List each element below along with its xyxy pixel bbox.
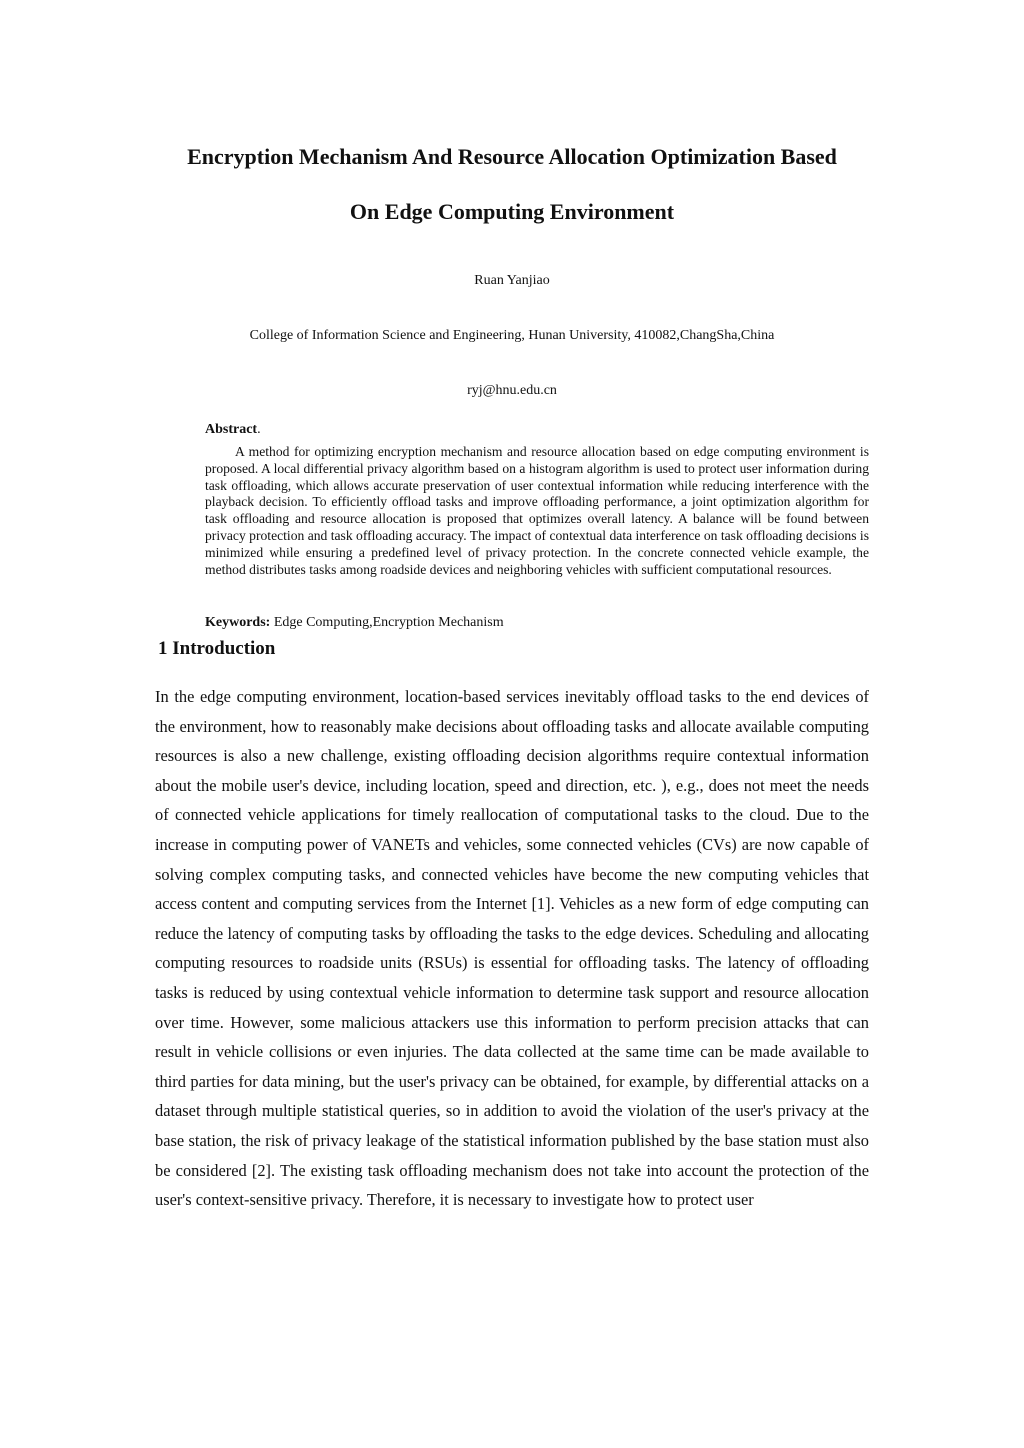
abstract-heading: Abstract. [205,422,261,437]
keywords-value: Edge Computing,Encryption Mechanism [273,615,504,630]
abstract-text: A method for optimizing encryption mechanism and resource allocation based on edge computing environment is proposed. A local differential privacy algorithm based on a histogram algorithm is used to protect user information during task offloading, which allows accurate preservation of user contextual information while reducing interference with the playback decision. To efficiently offload tasks and improve offloading performance, a joint optimization algorithm for task offloading and resource allocation is proposed that optimizes overall latency. A balance will be found between privacy protection and task offloading accuracy. The impact of contextual data interference on task offloading decisions is minimized while ensuring a predefined level of privacy protection. In the concrete connected vehicle example, the method distributes tasks among roadside devices and neighboring vehicles with sufficient computational resources. [205,444,869,577]
author-name: Ruan Yanjiao [474,273,550,288]
section-heading: 1 Introduction [158,638,276,659]
paper-title-line-2: On Edge Computing Environment [349,199,675,224]
introduction-paragraph: In the edge computing environment, location-based services inevitably offload tasks to the end devices of the environment, how to reasonably make decisions about offloading tasks and allocate available computing resources is also a new challenge, existing offloading decision algorithms require contextual information about the mobile user's device, including location, speed and direction, etc. ), e.g., does not meet the needs of connected vehicle applications for timely reallocation of computational tasks to the cloud. Due to the increase in computing power of VANETs and vehicles, some connected vehicles (CVs) are now capable of solving complex computing tasks, and connected vehicles have become the new computing vehicles that access content and computing services from the Internet [1]. Vehicles as a new form of edge computing can reduce the latency of computing tasks by offloading the tasks to the edge devices. Scheduling and allocating computing resources to roadside units (RSUs) is essential for offloading tasks. The latency of offloading tasks is reduced by using contextual vehicle information to determine task support and resource allocation over time. However, some malicious attackers use this information to perform precision attacks that can result in vehicle collisions or even injuries. The data collected at the same time can be made available to third parties for data mining, but the user's privacy can be obtained, for example, by differential attacks on a dataset through multiple statistical queries, so in addition to avoid the violation of the user's privacy at the base station, the risk of privacy leakage of the statistical information published by the base station must also be considered [2]. The existing task offloading mechanism does not take into account the protection of the user's context-sensitive privacy. Therefore, it is necessary to investigate how to protect user [155,687,869,1210]
abstract-label: Abstract [205,422,258,437]
keywords-line [205,615,504,631]
paper-title-line-1: Encryption Mechanism And Resource Allocation Optimization Based [187,144,837,169]
keywords-label: Keywords: [205,615,271,630]
author-email: ryj@hnu.edu.cn [467,383,557,398]
author-affiliation: College of Information Science and Engineering, Hunan University, 410082,ChangSha,China [249,328,775,343]
